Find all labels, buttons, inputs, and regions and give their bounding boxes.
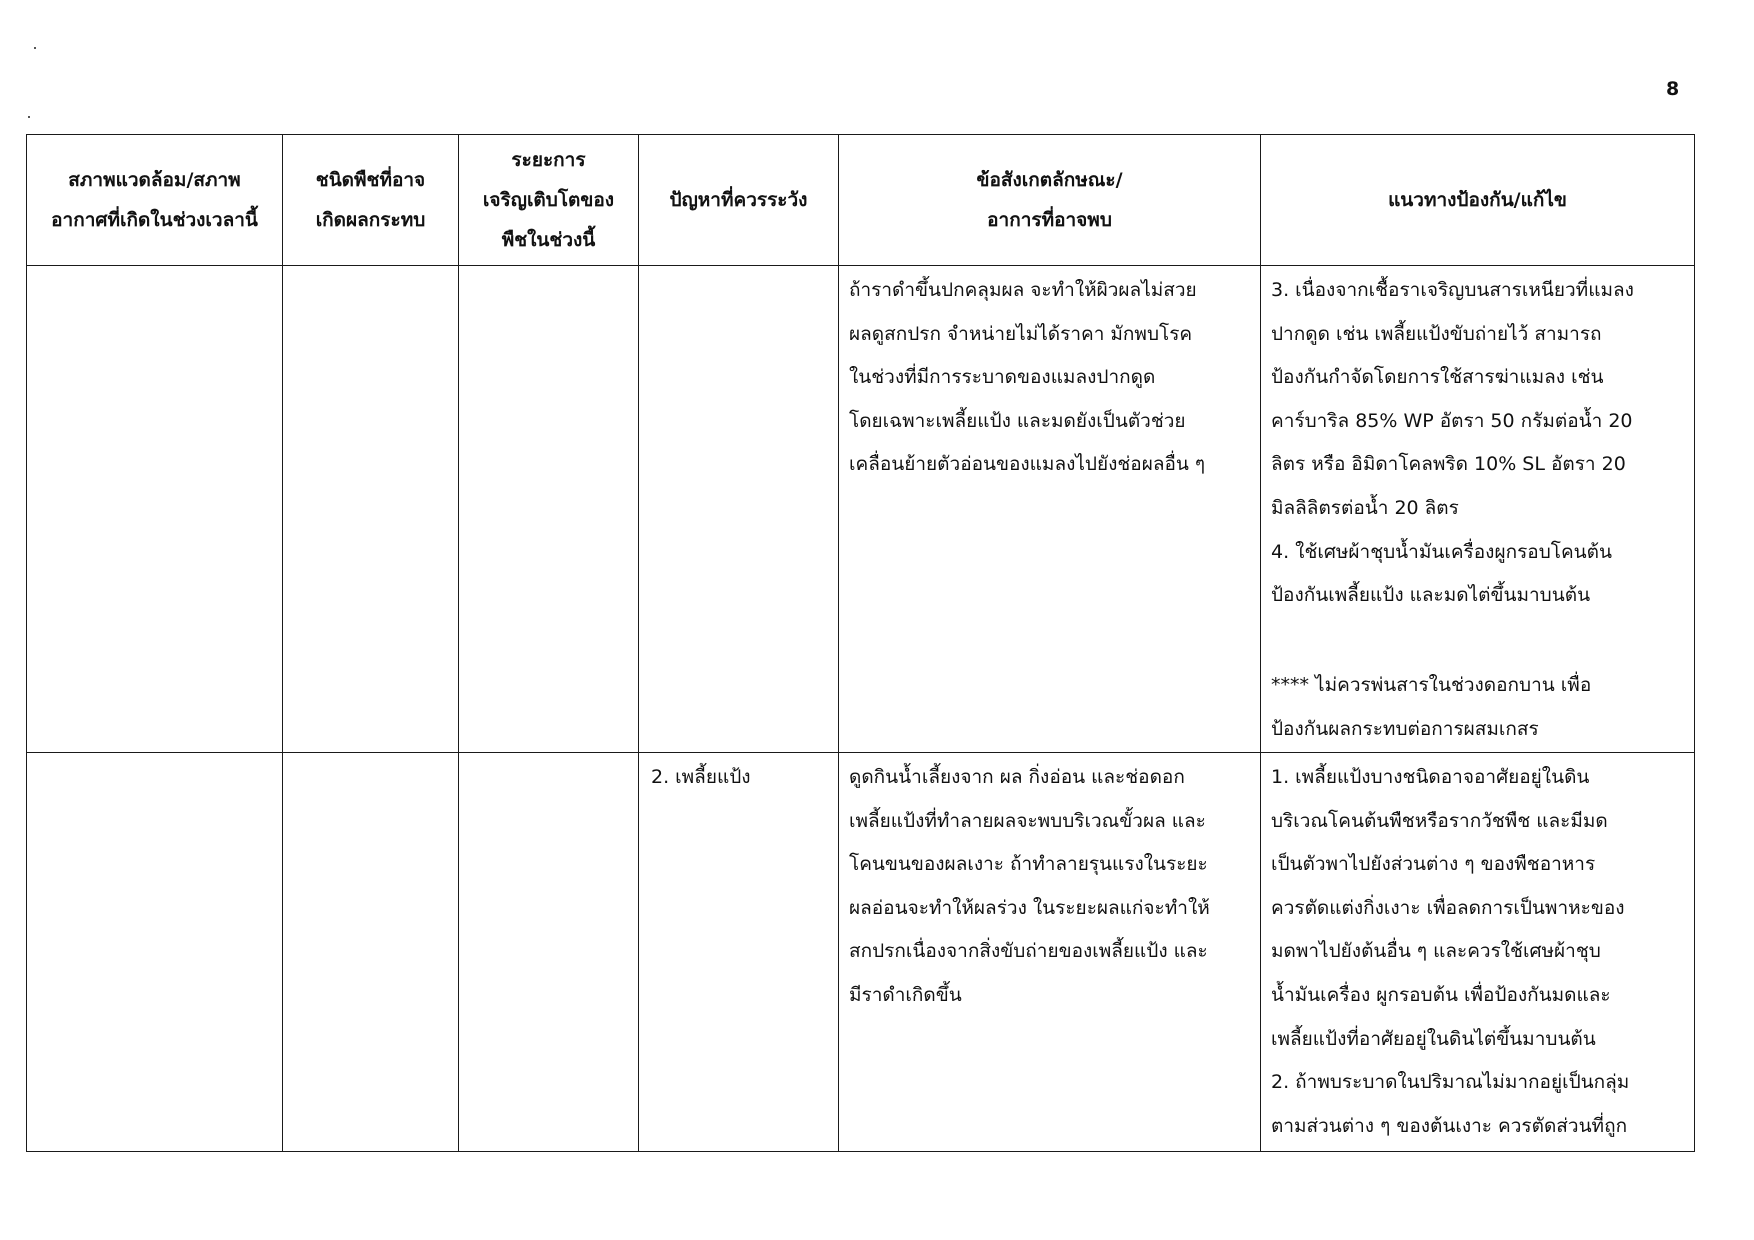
cell-symptoms-text: ถ้าราดำขึ้นปกคลุมผล จะทำให้ผิวผลไม่สวย ผลดูสกปรก จำหน่ายไม่ได้ราคา มักพบโรค ในช่วงที่มีการระบาดของแมลงปากดูด โดยเฉพาะเพลี้ยแป้ง และมดยังเป็นตัวช่วย เคลื่อนย้ายตัวอ่อนของแมลงไปยังช่อผลอื่น ๆ [849, 279, 1206, 476]
pest-advisory-table [26, 134, 1695, 1152]
header-symptoms-label: ข้อสังเกตลักษณะ/ อาการที่อาจพบ [976, 169, 1123, 231]
cell-problem-text: 2. เพลี้ยแป้ง [651, 766, 751, 788]
page-number: 8 [1666, 78, 1680, 100]
header-environment-label: สภาพแวดล้อม/สภาพ อากาศที่เกิดในช่วงเวลานี้ [51, 169, 258, 231]
header-environment [27, 135, 283, 266]
header-prevention-label: แนวทางป้องกัน/แก้ไข [1388, 189, 1567, 211]
cell-prevention [1261, 266, 1695, 753]
header-problem-label: ปัญหาที่ควรระวัง [669, 189, 808, 211]
header-problem [639, 135, 839, 266]
cell-symptoms-text: ดูดกินน้ำเลี้ยงจาก ผล กิ่งอ่อน และช่อดอก เพลี้ยแป้งที่ทำลายผลจะพบบริเวณขั้วผล และ โคนขนของผลเงาะ ถ้าทำลายรุนแรงในระยะ ผลอ่อนจะทำให้ผลร่วง ในระยะผลแก่จะทำให้ สกปรกเนื่องจากสิ่งขับถ่ายของเพลี้ยแป้ง และ มีราดำเกิดขึ้น [849, 766, 1210, 1006]
cell-environment-text [27, 753, 282, 756]
cell-prevention [1261, 753, 1695, 1152]
cell-symptoms [839, 266, 1261, 753]
cell-problem-text [639, 266, 838, 269]
cell-growth-stage [459, 266, 639, 753]
cell-prevention-text: 3. เนื่องจากเชื้อราเจริญบนสารเหนียวที่แมลง ปากดูด เช่น เพลี้ยแป้งขับถ่ายไว้ สามารถ ป้องกันกำจัดโดยการใช้สารฆ่าแมลง เช่น คาร์บาริล 85% WP อัตรา 50 กรัมต่อน้ำ 20 ลิตร หรือ อิมิดาโคลพริด 10% SL อัตรา 20 มิลลิลิตรต่อน้ำ 20 ลิตร 4. ใช้เศษผ้าชุบน้ำมันเครื่องผูกรอบโคนต้น ป้องกันเพลี้ยแป้ง และมดไต่ขึ้นมาบนต้น [1271, 279, 1634, 607]
table-header-row [27, 135, 1695, 266]
cell-crop-text [283, 266, 458, 269]
cell-crop [283, 266, 459, 753]
table-row [27, 753, 1695, 1152]
header-growth-stage [459, 135, 639, 266]
cell-problem [639, 266, 839, 753]
header-crop [283, 135, 459, 266]
cell-crop [283, 753, 459, 1152]
cell-growth-stage [459, 753, 639, 1152]
cell-prevention-text: 1. เพลี้ยแป้งบางชนิดอาจอาศัยอยู่ในดิน บริเวณโคนต้นพืชหรือรากวัชพืช และมีมด เป็นตัวพาไปยังส่วนต่าง ๆ ของพืชอาหาร ควรตัดแต่งกิ่งเงาะ เพื่อลดการเป็นพาหะของ มดพาไปยังต้นอื่น ๆ และควรใช้เศษผ้าชุบ น้ำมันเครื่อง ผูกรอบต้น เพื่อป้องกันมดและ เพลี้ยแป้งที่อาศัยอยู่ในดินไต่ขึ้นมาบนต้น 2. ถ้าพบระบาดในปริมาณไม่มากอยู่เป็นกลุ่ม ตามส่วนต่าง ๆ ของต้นเงาะ ควรตัดส่วนที่ถูก [1271, 766, 1630, 1137]
header-symptoms [839, 135, 1261, 266]
scan-speck [28, 116, 30, 118]
header-growth-stage-label: ระยะการ เจริญเติบโตของ พืชในช่วงนี้ [482, 149, 615, 251]
table-row [27, 266, 1695, 753]
cell-prevention-note [1261, 1148, 1694, 1151]
cell-crop-text [283, 753, 458, 756]
blank-line [1261, 618, 1694, 662]
cell-environment-text [27, 266, 282, 269]
header-crop-label: ชนิดพืชที่อาจ เกิดผลกระทบ [315, 169, 426, 231]
cell-environment [27, 266, 283, 753]
scan-speck [34, 47, 36, 49]
cell-problem [639, 753, 839, 1152]
header-prevention [1261, 135, 1695, 266]
cell-growth-stage-text [459, 753, 638, 756]
cell-symptoms [839, 753, 1261, 1152]
cell-growth-stage-text [459, 266, 638, 269]
cell-environment [27, 753, 283, 1152]
cell-prevention-note: **** ไม่ควรพ่นสารในช่วงดอกบาน เพื่อ ป้องกันผลกระทบต่อการผสมเกสร [1271, 674, 1592, 740]
